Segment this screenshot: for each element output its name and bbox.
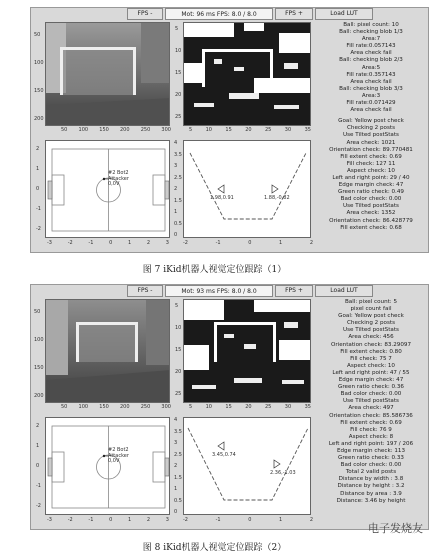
bin-x-tick: 35 [304, 404, 311, 410]
field-y-tick: 1 [36, 443, 40, 449]
field-y-tick: -2 [36, 226, 41, 232]
fps-minus-button[interactable]: FPS - [127, 285, 163, 297]
field-x-tick: 3 [165, 240, 169, 246]
camera-view [45, 22, 170, 126]
debug-log-line: Fill check: 75 7 [350, 355, 392, 362]
bin-x-tick: 25 [265, 127, 272, 133]
cam-y-tick: 200 [34, 393, 44, 399]
cam-x-tick: 250 [140, 127, 151, 133]
caption-figure-8: 图 8 iKid机器人视觉定位跟踪（2） [142, 543, 287, 553]
field-y-axis [36, 423, 41, 509]
bin-x-tick: 5 [189, 404, 193, 410]
caption-figure-7: 图 7 iKid机器人视觉定位跟踪（1） [142, 265, 287, 275]
debug-log-line: Distance by height : 3.2 [337, 483, 405, 490]
field-x-tick: 0 [109, 517, 113, 523]
debug-log-line: Bad color check: 0.00 [340, 391, 402, 398]
bin-y-tick: 10 [175, 325, 182, 331]
field-y-tick: 2 [36, 146, 40, 152]
debug-log-line: Total 2 valid posts [345, 469, 397, 476]
loc-y-axis [174, 417, 182, 515]
bin-x-tick: 20 [245, 127, 252, 133]
loc-x-tick: 0 [248, 517, 252, 523]
robot-state: 0,0V [108, 181, 120, 187]
loc-y-tick: 1.5 [174, 197, 182, 204]
fps-status: Mot: 96 ms FPS: 8.0 / 8.0 [165, 8, 273, 20]
field-x-tick: 1 [128, 517, 132, 523]
cam-x-tick: 50 [61, 127, 68, 133]
loc-y-tick: 1 [174, 486, 178, 492]
load-lut-button[interactable]: Load LUT [315, 285, 373, 297]
cam-x-tick: 100 [78, 127, 89, 133]
field-x-axis [47, 240, 169, 246]
debug-log-line: Goal: Yellow post check [338, 313, 404, 320]
loc-x-tick: 2 [309, 517, 313, 523]
cam-x-tick: 150 [99, 404, 109, 410]
debug-log-line: Edge margin check: 113 [336, 447, 406, 454]
debug-log-line: Area:5 [361, 64, 381, 71]
debug-log-line: Ball: checking blob 3/3 [339, 85, 403, 92]
bin-y-tick: 20 [175, 369, 182, 375]
bin-x-tick: 30 [284, 404, 292, 410]
debug-log-line: Orientation check: 86.428779 [329, 217, 413, 224]
loc-y-tick: 0.5 [174, 497, 182, 504]
cam-y-tick: 150 [34, 88, 44, 94]
loc-y-axis [174, 140, 182, 238]
loc-x-axis [183, 517, 313, 523]
loc-x-tick: 1 [279, 240, 283, 246]
field-y-axis [36, 146, 41, 232]
debug-log-line: Fill extent check: 0.80 [340, 348, 402, 355]
bin-y-tick: 15 [175, 70, 182, 76]
cam-x-tick: 200 [119, 404, 130, 410]
debug-log-line: Ball: checking blob 2/3 [339, 57, 403, 64]
debug-log-line: Green ratio check: 0.49 [338, 189, 404, 196]
debug-log-line: Aspect check: 8 [348, 433, 394, 440]
debug-log-line: Green ratio check: 0.33 [338, 455, 404, 462]
robot-label: #2 Bot2 [108, 447, 129, 453]
debug-log-line: Ball: checking blob 1/3 [339, 29, 403, 36]
field-x-tick: 3 [165, 517, 169, 523]
debug-log-line: Left and right point: 47 / 55 [332, 369, 410, 376]
debug-log-line: Area check: 456 [348, 334, 394, 341]
loc-x-tick: 0 [248, 240, 252, 246]
debug-log-line: Ball: pixel count: 10 [343, 22, 399, 28]
loc-y-tick: 1.5 [174, 474, 182, 481]
camera-view [45, 299, 170, 403]
loc-y-tick: 0 [174, 509, 178, 515]
fps-plus-button[interactable]: FPS + [275, 8, 313, 20]
debug-log-line: Area check: 497 [348, 405, 394, 412]
debug-log-line: Fill check: 76 9 [350, 426, 392, 433]
debug-log-line: Area:3 [361, 92, 381, 99]
post-right-label: 2.36,-1.03 [270, 470, 296, 476]
debug-log-line: Ball: pixel count: 5 [344, 299, 398, 305]
cam-y-tick: 150 [34, 365, 44, 371]
loc-x-tick: -1 [215, 517, 221, 523]
loc-x-tick: 1 [279, 517, 283, 523]
field-y-tick: -1 [36, 483, 41, 489]
field-map [45, 140, 170, 238]
post-right-label: 1.88,-0.82 [264, 195, 290, 201]
debug-log-line: Distance by width : 3.8 [338, 476, 404, 483]
debug-log-line: Use Tilted postStats [343, 132, 399, 139]
debug-log-line: Checking 2 posts [347, 125, 395, 132]
field-y-tick: 0 [36, 186, 40, 192]
debug-log-line: Orientation check: 85.586736 [329, 412, 413, 419]
bin-x-tick: 30 [284, 127, 292, 133]
bin-y-tick: 25 [175, 391, 182, 397]
bin-y-axis [175, 303, 181, 397]
bin-y-tick: 25 [175, 114, 182, 120]
debug-log-line: Use Tilted postStats [343, 327, 399, 334]
debug-log-line: Fill extent check: 0.68 [340, 224, 402, 231]
post-left-label: 3.45,0.74 [212, 452, 236, 458]
loc-x-tick: -1 [215, 240, 221, 246]
field-x-tick: -2 [67, 517, 73, 523]
camera-image [46, 300, 170, 403]
bin-y-tick: 15 [175, 347, 182, 353]
loc-y-tick: 0.5 [174, 220, 182, 227]
bin-x-tick: 25 [265, 404, 272, 410]
loc-y-tick: 3.5 [174, 151, 182, 158]
cam-x-tick: 300 [161, 127, 171, 133]
debug-log-line: Fill extent check: 0.69 [340, 153, 402, 160]
field-x-tick: -2 [67, 240, 73, 246]
robot-role: Attacker [108, 175, 129, 182]
field-y-tick: 2 [36, 423, 40, 429]
field-x-tick: 1 [128, 240, 132, 246]
cam-y-tick: 200 [34, 116, 44, 122]
debug-log-line: Area check fail [350, 107, 392, 114]
debug-log-line: Edge margin check: 47 [338, 377, 404, 384]
cam-x-tick: 50 [61, 404, 68, 410]
debug-log-line: Green ratio check: 0.36 [338, 384, 404, 391]
debug-log-line: pixel count fail [350, 306, 392, 313]
robot-label: #2 Bot2 [108, 170, 129, 176]
goal-post-plot [183, 140, 311, 238]
fps-plus-button[interactable]: FPS + [275, 285, 313, 297]
debug-log-line: Orientation check: 89.770481 [329, 146, 413, 153]
segmentation-image [184, 300, 311, 403]
field-y-tick: 0 [36, 463, 40, 469]
segmentation-view [183, 22, 311, 126]
fps-minus-button[interactable]: FPS - [127, 8, 163, 20]
debug-log-line: Goal: Yellow post check [338, 118, 404, 125]
debug-log-line: Bad color check: 0.00 [340, 196, 402, 203]
bin-y-tick: 10 [175, 48, 182, 54]
loc-y-tick: 2 [174, 186, 178, 192]
bin-y-tick: 5 [175, 303, 179, 309]
cam-x-axis [61, 127, 171, 133]
cam-x-tick: 200 [119, 127, 130, 133]
debug-log-line: Fill check: 127 11 [346, 160, 396, 167]
bin-x-tick: 10 [205, 127, 212, 133]
cam-y-axis [34, 32, 44, 122]
field-y-tick: -2 [36, 503, 41, 509]
bin-x-axis [189, 127, 311, 133]
loc-y-tick: 2.5 [174, 174, 182, 181]
bin-x-tick: 5 [189, 127, 193, 133]
robot-state: 0,0V [108, 458, 120, 464]
fps-status: Mot: 93 ms FPS: 8.0 / 8.0 [165, 285, 273, 297]
robot-marker [108, 171, 129, 188]
debug-log [315, 22, 427, 232]
cam-y-axis [34, 309, 44, 399]
debug-log-line: Use Tilted postStats [343, 203, 399, 210]
field-y-tick: -1 [36, 206, 41, 212]
vision-window-1 [30, 7, 429, 253]
debug-log [315, 299, 427, 505]
cam-x-tick: 100 [78, 404, 89, 410]
field-x-axis [47, 517, 169, 523]
post-left-label: 1.98,0.91 [210, 195, 234, 201]
cam-x-tick: 300 [161, 404, 171, 410]
debug-log-line: Checking 2 posts [347, 320, 395, 327]
loc-x-tick: -2 [183, 240, 188, 246]
cam-x-tick: 250 [140, 404, 151, 410]
debug-log-line: Left and right point: 29 / 40 [332, 174, 410, 181]
field-drawing [46, 141, 170, 238]
loc-y-tick: 4 [174, 140, 178, 146]
bin-x-tick: 15 [225, 127, 232, 133]
bin-y-tick: 20 [175, 92, 182, 98]
loc-x-axis [183, 240, 313, 246]
debug-log-line: Aspect check: 10 [347, 167, 395, 174]
debug-log-line: Area:7 [361, 36, 381, 43]
bin-x-tick: 20 [245, 404, 252, 410]
cam-x-tick: 150 [99, 127, 109, 133]
load-lut-button[interactable]: Load LUT [315, 8, 373, 20]
goal-post-drawing [184, 141, 311, 238]
loc-y-tick: 0 [174, 232, 178, 238]
camera-image [46, 23, 170, 126]
field-x-tick: -1 [88, 240, 94, 246]
field-x-tick: -3 [47, 517, 52, 523]
debug-log-line: Use Tilted postStats [343, 398, 399, 405]
field-drawing [46, 418, 170, 515]
field-x-tick: -3 [47, 240, 52, 246]
debug-log-line: Area check fail [350, 50, 392, 57]
goal-post-drawing [184, 418, 311, 515]
debug-log-line: Area check fail [350, 78, 392, 85]
field-x-tick: -1 [88, 517, 94, 523]
cam-x-axis [61, 404, 171, 410]
debug-log-line: Area check: 1352 [346, 210, 396, 217]
debug-log-line: Fill extent check: 0.69 [340, 419, 402, 426]
cam-y-tick: 50 [34, 309, 41, 315]
bin-y-tick: 5 [175, 26, 179, 32]
loc-y-tick: 2.5 [174, 451, 182, 458]
field-x-tick: 0 [109, 240, 113, 246]
field-x-tick: 2 [146, 517, 151, 523]
watermark-logo: 电子发烧友 [368, 522, 423, 535]
loc-y-tick: 3.5 [174, 428, 182, 435]
vision-window-2 [30, 284, 429, 530]
cam-y-tick: 100 [34, 60, 44, 66]
bin-x-tick: 10 [205, 404, 212, 410]
loc-y-tick: 3 [174, 163, 178, 169]
debug-log-line: Fill rate:0.357143 [346, 71, 396, 78]
cam-y-tick: 100 [34, 337, 44, 343]
field-y-tick: 1 [36, 166, 40, 172]
goal-post-plot [183, 417, 311, 515]
loc-y-tick: 3 [174, 440, 178, 446]
loc-y-tick: 1 [174, 209, 178, 215]
debug-log-line: Distance: 3.46 by height [336, 497, 406, 504]
cam-y-tick: 50 [34, 32, 41, 38]
debug-log-line: Area check: 1021 [346, 139, 396, 146]
loc-x-tick: -2 [183, 517, 188, 523]
loc-y-tick: 4 [174, 417, 178, 423]
debug-log-line: Bad color check: 0.00 [340, 462, 402, 469]
segmentation-view [183, 299, 311, 403]
field-map [45, 417, 170, 515]
debug-log-line: Aspect check: 10 [347, 362, 395, 369]
loc-x-tick: 2 [309, 240, 313, 246]
bin-x-axis [189, 404, 311, 410]
debug-log-line: Fill rate:0.071429 [346, 100, 396, 107]
segmentation-image [184, 23, 311, 126]
debug-log-line: Left and right point: 197 / 206 [328, 440, 414, 447]
bin-x-tick: 15 [225, 404, 232, 410]
debug-log-line: Orientation check: 83.29097 [330, 341, 412, 348]
robot-role: Attacker [108, 452, 129, 459]
field-x-tick: 2 [146, 240, 151, 246]
debug-log-line: Fill rate:0.057143 [346, 43, 396, 50]
robot-marker [108, 448, 129, 465]
debug-log-line: Edge margin check: 47 [338, 182, 404, 189]
debug-log-line: Distance by area : 3.9 [340, 490, 402, 497]
bin-y-axis [175, 26, 181, 120]
loc-y-tick: 2 [174, 463, 178, 469]
bin-x-tick: 35 [304, 127, 311, 133]
